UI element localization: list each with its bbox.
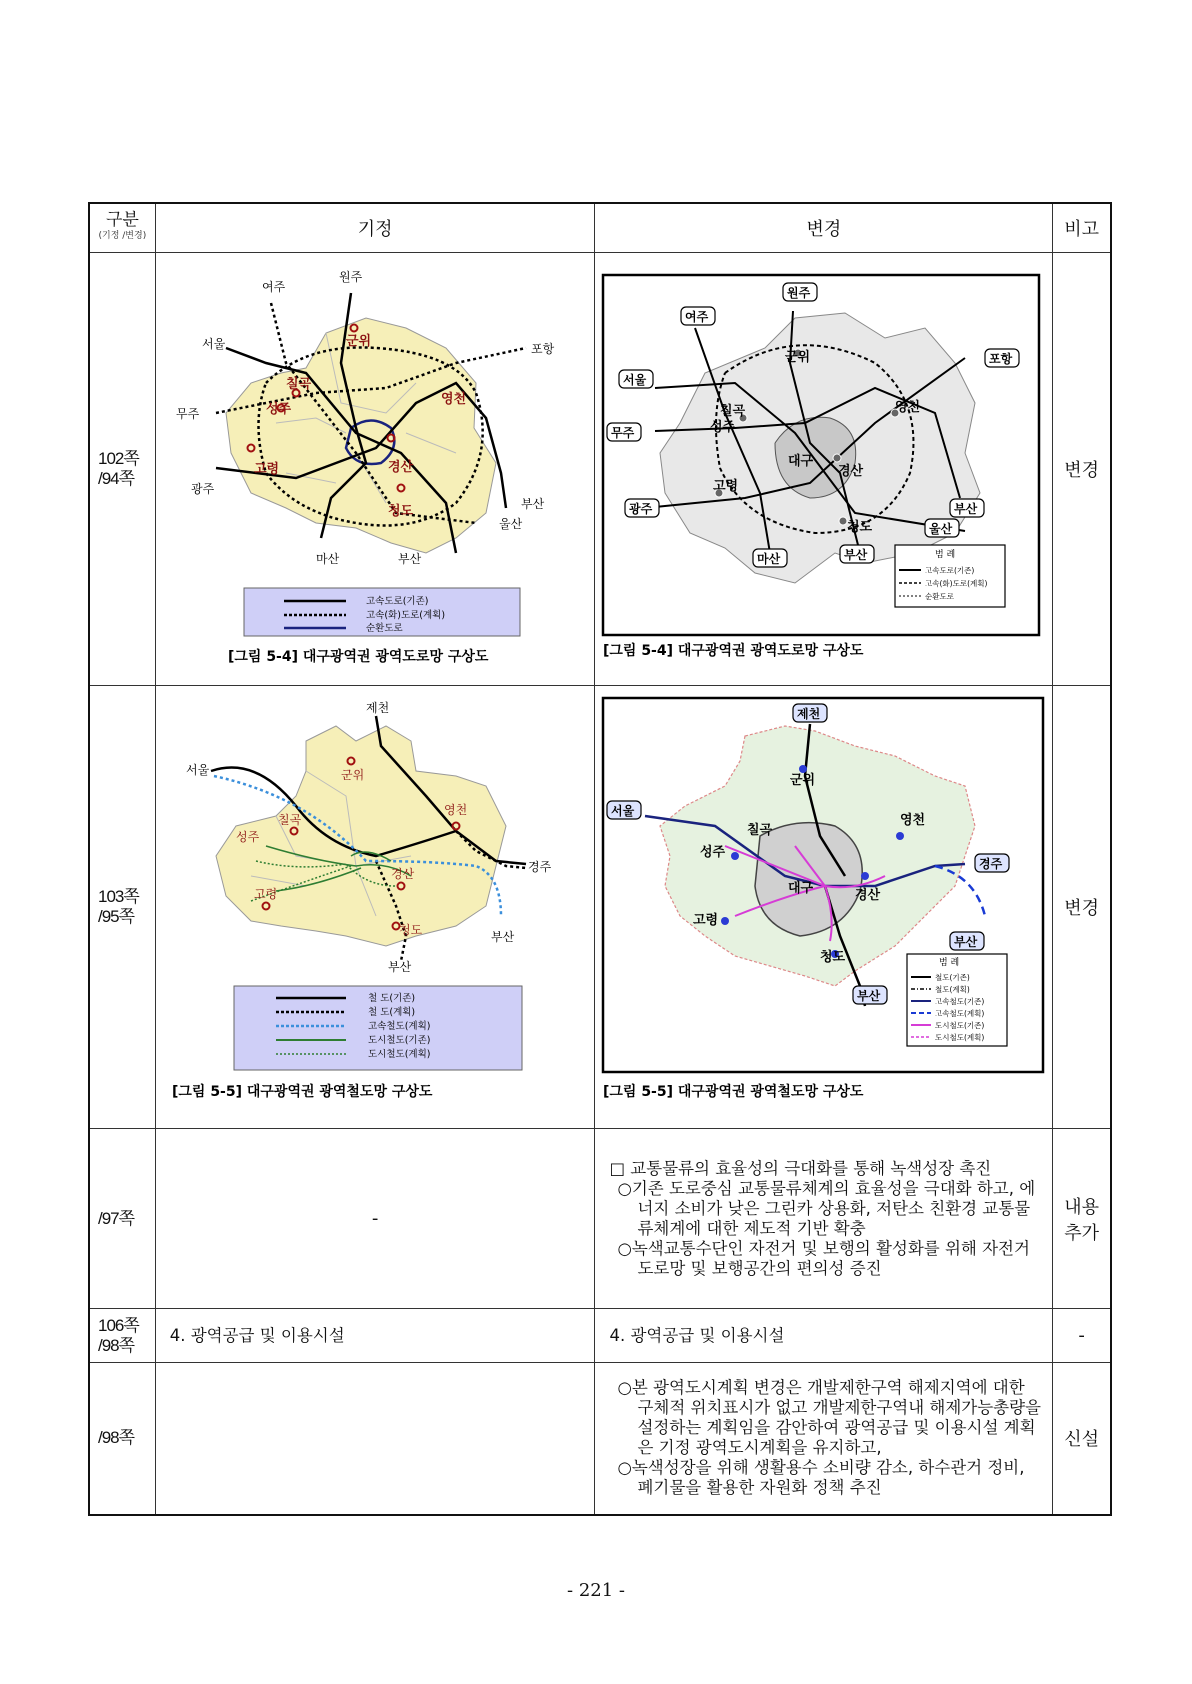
figure-caption: [그림 5-4] 대구광역권 광역도로망 구상도	[603, 643, 864, 659]
map-label: 제천	[365, 701, 389, 715]
map-label: 영천	[443, 803, 467, 817]
page-ref-2: /98쪽	[98, 1335, 135, 1355]
legend-item: 고속철도(계획)	[935, 1009, 985, 1018]
map-label: 포항	[530, 342, 554, 356]
header-row	[89, 203, 1111, 253]
map-label: 무주	[611, 426, 635, 440]
note-cell: -	[1053, 1309, 1111, 1363]
page-ref-1: 103쪽	[98, 887, 139, 906]
map-label: 성주	[235, 830, 259, 844]
note-cell: 변경	[1053, 253, 1111, 686]
map-label: 고령	[693, 913, 719, 928]
map-label: 청도	[398, 923, 422, 937]
rail-map-after	[595, 686, 1049, 1124]
page-ref	[89, 1363, 155, 1515]
legend-item: 순환도로	[925, 592, 955, 601]
page-ref-1: /98쪽	[98, 1428, 135, 1448]
legend-item: 고속(화)도로(계획)	[925, 579, 988, 588]
page-ref	[89, 253, 155, 686]
page-ref-1: 106쪽	[98, 1315, 139, 1335]
legend-item: 철도(기존)	[935, 973, 971, 982]
map-label: 서울	[623, 373, 647, 387]
map-label: 성주	[700, 845, 726, 860]
map-label: 경산	[390, 867, 414, 881]
after-cell	[595, 1129, 1053, 1309]
map-label: 무주	[175, 407, 199, 421]
legend-item: 고속도로(기존)	[365, 596, 429, 607]
figure-caption: [그림 5-5] 대구광역권 광역철도망 구상도	[171, 1084, 433, 1100]
after-cell	[595, 253, 1053, 686]
map-label: 영천	[440, 392, 466, 407]
before-cell: 4. 광역공급 및 이용시설	[155, 1309, 595, 1363]
map-label: 대구	[788, 454, 814, 469]
after-cell: 4. 광역공급 및 이용시설	[595, 1309, 1053, 1363]
page-ref	[89, 1309, 155, 1363]
map-label: 군위	[785, 350, 811, 365]
page-ref-1: 102쪽	[98, 449, 139, 468]
map-label: 경주	[979, 857, 1003, 871]
map-label: 원주	[338, 270, 362, 284]
before-cell	[155, 253, 595, 686]
map-label: 원주	[787, 286, 811, 300]
map-label: 부산	[954, 935, 978, 949]
legend-item: 도시철도(기존)	[367, 1035, 431, 1046]
map-label: 군위	[345, 334, 371, 349]
legend-item: 순환도로	[365, 623, 403, 634]
legend-item: 고속(화)도로(계획)	[365, 610, 445, 621]
map-label: 서울	[185, 763, 209, 777]
legend-item: 고속도로(기존)	[925, 566, 975, 575]
map-label: 고령	[253, 462, 279, 477]
map-label: 울산	[929, 522, 953, 536]
map-label: 칠곡	[720, 404, 746, 419]
legend-item: 철도(계획)	[935, 985, 971, 994]
header-gubun-label: 구분	[105, 210, 139, 230]
rail-map-before	[156, 686, 592, 1124]
table-row	[89, 1363, 1111, 1515]
figure-caption: [그림 5-5] 대구광역권 광역철도망 구상도	[603, 1084, 864, 1100]
after-cell	[595, 1363, 1053, 1515]
map-label: 여주	[261, 280, 285, 294]
map-label: 칠곡	[285, 377, 311, 392]
table-row	[89, 253, 1111, 686]
table-row	[89, 686, 1111, 1129]
figure-caption: [그림 5-4] 대구광역권 광역도로망 구상도	[227, 649, 489, 665]
page-ref	[89, 686, 155, 1129]
map-label: 청도	[820, 950, 846, 965]
map-label: 칠곡	[277, 813, 301, 827]
map-label: 광주	[190, 482, 214, 496]
map-label: 경산	[855, 888, 881, 903]
map-label: 울산	[498, 517, 522, 531]
note-cell: 변경	[1053, 686, 1111, 1129]
map-label: 제천	[797, 707, 821, 721]
map-label: 경주	[527, 860, 551, 874]
legend-item: 고속철도(기존)	[935, 997, 985, 1006]
legend-item: 고속철도(계획)	[367, 1021, 431, 1032]
after-cell	[595, 686, 1053, 1129]
map-label: 성주	[710, 420, 736, 435]
text-line: ○녹색성장을 위해 생활용수 소비량 감소, 하수관거 정비, 폐기물을 활용한 자원화 정책 추진	[617, 1458, 1025, 1498]
road-map-before	[156, 253, 592, 681]
map-label: 부산	[844, 548, 868, 562]
map-label: 청도	[847, 520, 873, 535]
map-label: 성주	[265, 402, 291, 417]
map-label: 군위	[340, 768, 364, 782]
map-label: 영천	[895, 400, 921, 415]
map-label: 부산	[954, 502, 978, 516]
note-line: 추가	[1064, 1222, 1100, 1244]
legend-item: 철 도(기존)	[367, 993, 415, 1004]
before-cell	[155, 686, 595, 1129]
map-label: 서울	[611, 804, 635, 818]
comparison-table	[88, 202, 1112, 1516]
map-label: 부산	[387, 960, 411, 974]
map-label: 부산	[397, 552, 421, 566]
page-number: - 221 -	[567, 1580, 625, 1601]
map-label: 포항	[989, 352, 1013, 366]
text-line: ○기존 도로중심 교통물류체계의 효율성을 극대화 하고, 에너지 소비가 낮은 그린카 상용화, 저탄소 친환경 교통물류체계에 대한 제도적 기반 확충	[617, 1178, 1036, 1238]
map-label: 군위	[790, 773, 816, 788]
map-label: 광주	[629, 502, 653, 516]
map-label: 부산	[857, 989, 881, 1003]
note-cell: 신설	[1053, 1363, 1111, 1515]
map-label: 마산	[315, 552, 339, 566]
note-cell	[1053, 1129, 1111, 1309]
legend-title: 범 례	[935, 550, 956, 560]
page-ref	[89, 1129, 155, 1309]
before-cell	[155, 1363, 595, 1515]
before-cell: -	[155, 1129, 595, 1309]
legend-title: 범 례	[939, 958, 960, 968]
table-row	[89, 1129, 1111, 1309]
map-label: 고령	[253, 887, 277, 901]
map-label: 경산	[387, 460, 413, 475]
table-row	[89, 1309, 1111, 1363]
map-label: 칠곡	[747, 823, 773, 838]
map-label: 부산	[490, 930, 514, 944]
map-label: 영천	[900, 813, 926, 828]
legend-item: 도시철도(계획)	[367, 1049, 431, 1060]
text-line: ○녹색교통수단인 자전거 및 보행의 활성화를 위해 자전거도로망 및 보행공간의 편의성 증진	[617, 1238, 1030, 1278]
header-after: 변경	[595, 203, 1053, 253]
map-label: 마산	[757, 552, 781, 566]
text-line: □ 교통물류의 효율성의 극대화를 통해 녹색성장 촉진	[609, 1158, 992, 1178]
map-label: 대구	[788, 881, 814, 896]
map-label: 고령	[713, 479, 739, 494]
map-label: 여주	[685, 310, 709, 324]
page-ref-1: /97쪽	[98, 1208, 135, 1228]
page-ref-2: /94쪽	[98, 469, 135, 488]
map-label: 부산	[520, 497, 544, 511]
map-label: 경산	[838, 464, 864, 479]
page-ref-2: /95쪽	[98, 907, 135, 926]
legend-item: 도시철도(기존)	[935, 1021, 985, 1030]
header-gubun	[89, 203, 155, 253]
legend-item: 철 도(계획)	[367, 1007, 415, 1018]
legend-item: 도시철도(계획)	[935, 1033, 985, 1042]
header-gubun-sub: (기정 /변경)	[98, 231, 147, 241]
road-map-after	[595, 253, 1049, 681]
note-line: 내용	[1064, 1196, 1100, 1218]
header-before: 기정	[155, 203, 595, 253]
header-note: 비고	[1053, 203, 1111, 253]
map-label: 청도	[387, 504, 413, 519]
map-label: 서울	[201, 337, 225, 351]
text-line: ○본 광역도시계획 변경은 개발제한구역 해제지역에 대한 구체적 위치표시가 없고 개발제한구역내 해제가능총량을 설정하는 계획임을 감안하여 광역공급 및 이용시설 계획은 기정 광역도시계획을 유지하고,	[617, 1378, 1041, 1458]
